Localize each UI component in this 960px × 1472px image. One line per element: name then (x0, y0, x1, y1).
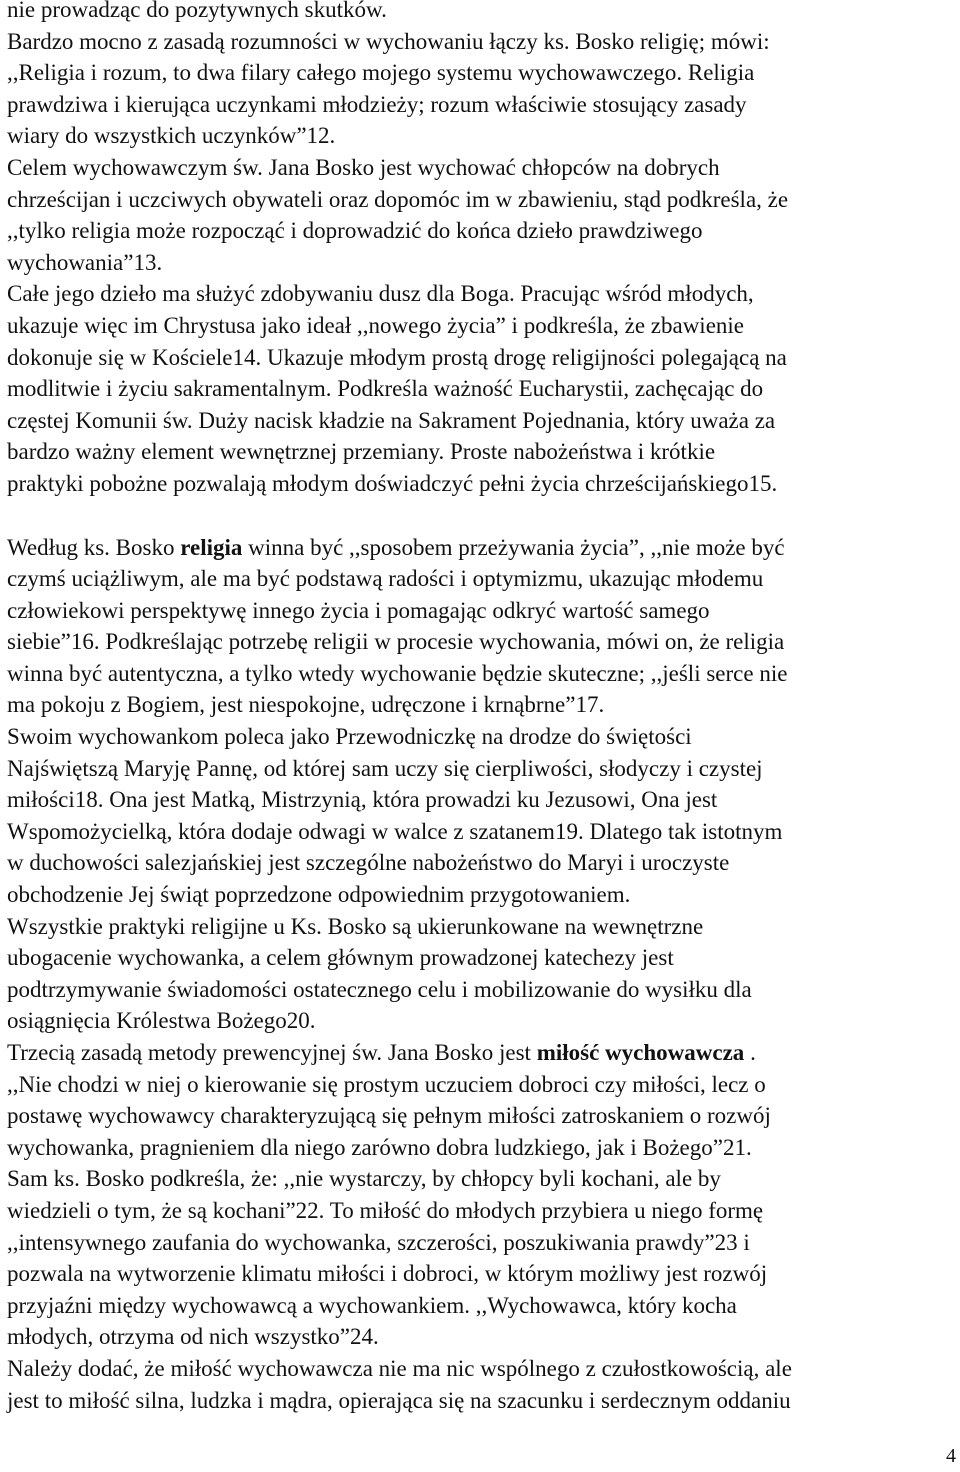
text-line: osiągnięcia Królestwa Bożego20. (7, 1008, 316, 1034)
text-line: ma pokoju z Bogiem, jest niespokojne, udręczone i krnąbrne”17. (7, 692, 605, 718)
text-line: obchodzenie Jej świąt poprzedzone odpowiednim przygotowaniem. (7, 882, 631, 908)
text-line: winna być autentyczna, a tylko wtedy wychowanie będzie skuteczne; ,,jeśli serce nie (7, 660, 788, 686)
paragraph-section-1 (7, 0, 953, 500)
text-line: ,,Religia i rozum, to dwa filary całego mojego systemu wychowawczego. Religia (7, 60, 755, 86)
text-line: wiedzieli o tym, że są kochani”22. To miłość do młodych przybiera u niego formę (7, 1197, 764, 1223)
text-line: ukazuje więc im Chrystusa jako ideał ,,nowego życia” i podkreśla, że zbawienie (7, 312, 744, 338)
text-line: praktyki pobożne pozwalają młodym doświadczyć pełni życia chrześcijańskiego15. (7, 470, 778, 496)
text-line: w duchowości salezjańskiej jest szczególne nabożeństwo do Maryi i uroczyste (7, 850, 730, 876)
text-line: ,,Nie chodzi w niej o kierowanie się prostym uczuciem dobroci czy miłości, lecz o (7, 1071, 766, 1097)
text-line: jest to miłość silna, ludzka i mądra, opierająca się na szacunku i serdecznym oddaniu (7, 1387, 791, 1413)
text-span: winna być ,,sposobem przeżywania życia”, ,,nie może być (242, 534, 785, 560)
text-line: czymś uciążliwym, ale ma być podstawą radości i optymizmu, ukazując młodemu (7, 566, 764, 592)
text-line: pozwala na wytworzenie klimatu miłości i dobroci, w którym możliwy jest rozwój (7, 1261, 768, 1287)
text-line: wychowanka, pragnieniem dla niego zarówno dobra ludzkiego, jak i Bożego”21. (7, 1134, 752, 1160)
text-line: prawdziwa i kierująca uczynkami młodzieży; rozum właściwie stosujący zasady (7, 91, 747, 117)
text-line: przyjaźni między wychowawcą a wychowankiem. ,,Wychowawca, który kocha (7, 1292, 737, 1318)
paragraph-section-2 (7, 532, 953, 1417)
text-line: Wszystkie praktyki religijne u Ks. Bosko są ukierunkowane na wewnętrzne (7, 913, 704, 939)
text-line: nie prowadząc do pozytywnych skutków. (7, 0, 387, 22)
text-line: wiary do wszystkich uczynków”12. (7, 123, 336, 149)
text-line: częstej Komunii św. Duży nacisk kładzie na Sakrament Pojednania, który uważa za (7, 407, 776, 433)
page-number: 4 (946, 1445, 956, 1467)
text-line: Całe jego dzieło ma służyć zdobywaniu dusz dla Boga. Pracując wśród młodych, (7, 281, 754, 307)
text-line: wychowania”13. (7, 249, 163, 275)
bold-term-milosc-wychowawcza: miłość wychowawcza (536, 1040, 745, 1065)
text-line: postawę wychowawcy charakteryzującą się pełnym miłości zatroskaniem o rozwój (7, 1103, 771, 1129)
document-page (7, 0, 953, 1416)
text-line: dokonuje się w Kościele14. Ukazuje młodym prostą drogę religijności polegającą na (7, 344, 787, 370)
bold-term-religia: religia (180, 534, 243, 560)
text-line: Celem wychowawczym św. Jana Bosko jest wychować chłopców na dobrych (7, 154, 720, 180)
text-line: miłości18. Ona jest Matką, Mistrzynią, która prowadzi ku Jezusowi, Ona jest (7, 787, 718, 813)
text-line: ubogacenie wychowanka, a celem głównym prowadzonej katechezy jest (7, 945, 674, 971)
text-line: Należy dodać, że miłość wychowawcza nie ma nic wspólnego z czułostkowością, ale (7, 1355, 792, 1381)
text-line: ,,tylko religia może rozpocząć i doprowadzić do końca dzieło prawdziwego (7, 218, 703, 244)
text-line: człowiekowi perspektywę innego życia i pomagając odkryć wartość samego (7, 597, 710, 623)
text-span: Według ks. Bosko (7, 534, 181, 560)
text-line: chrześcijan i uczciwych obywateli oraz dopomóc im w zbawieniu, stąd podkreśla, że (7, 186, 789, 212)
text-line: modlitwie i życiu sakramentalnym. Podkreśla ważność Eucharystii, zachęcając do (7, 376, 764, 402)
text-line: Najświętszą Maryję Pannę, od której sam uczy się cierpliwości, słodyczy i czystej (7, 755, 763, 781)
text-line: siebie”16. Podkreślając potrzebę religii w procesie wychowania, mówi on, że religia (7, 629, 785, 655)
text-line: Sam ks. Bosko podkreśla, że: ,,nie wystarczy, by chłopcy byli kochani, ale by (7, 1166, 721, 1192)
text-line-milosc (7, 1037, 953, 1069)
text-span: Trzecią zasadą metody prewencyjnej św. Jana Bosko jest (7, 1040, 537, 1065)
section-2-lines (7, 563, 953, 1037)
text-span: . (744, 1040, 756, 1065)
section-3-lines (7, 1069, 953, 1417)
paragraph-gap (7, 500, 953, 532)
text-line: młodych, otrzyma od nich wszystko”24. (7, 1324, 379, 1350)
text-line: podtrzymywanie świadomości ostatecznego celu i mobilizowanie do wysiłku dla (7, 976, 752, 1002)
text-line: bardzo ważny element wewnętrznej przemiany. Proste nabożeństwa i krótkie (7, 439, 716, 465)
text-line-religia (7, 532, 953, 564)
text-line: Wspomożycielką, która dodaje odwagi w walce z szatanem19. Dlatego tak istotnym (7, 818, 783, 844)
text-line: Swoim wychowankom poleca jako Przewodniczkę na drodze do świętości (7, 724, 692, 750)
text-line: Bardzo mocno z zasadą rozumności w wychowaniu łączy ks. Bosko religię; mówi: (7, 28, 770, 54)
text-line: ,,intensywnego zaufania do wychowanka, szczerości, poszukiwania prawdy”23 i (7, 1229, 750, 1255)
